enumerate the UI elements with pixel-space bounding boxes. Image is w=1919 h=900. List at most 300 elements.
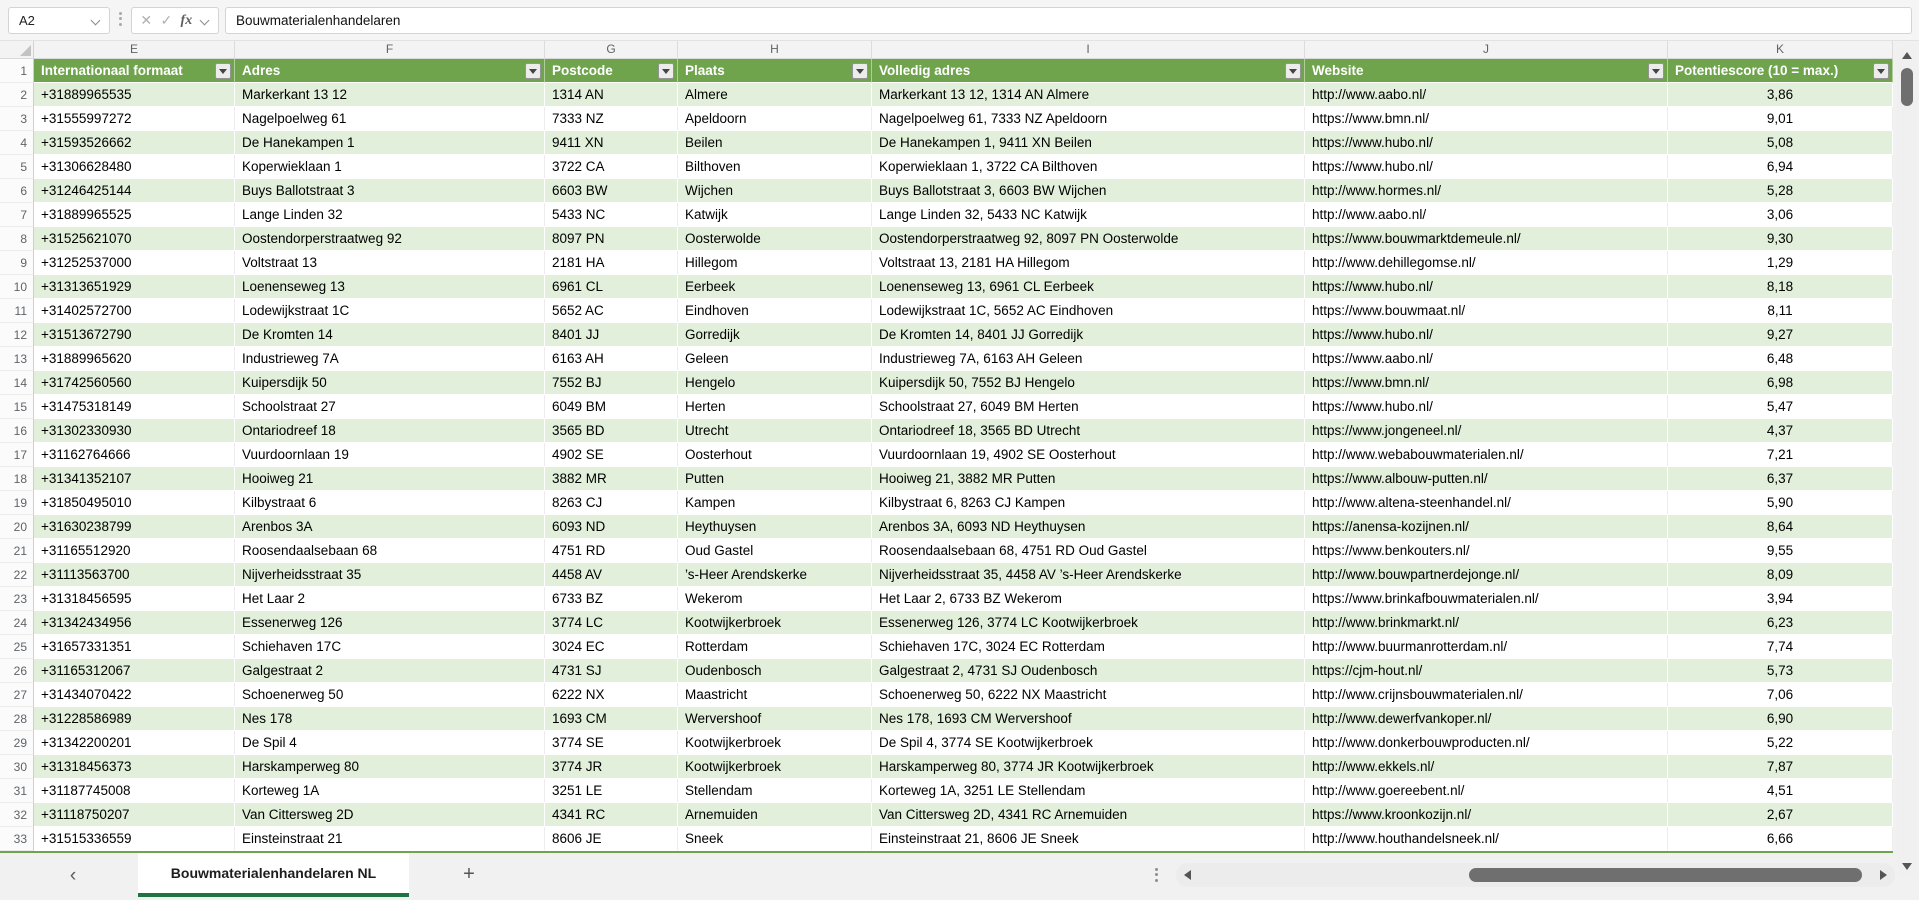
cell[interactable]: 4731 SJ — [545, 659, 678, 683]
cell[interactable]: Galgestraat 2, 4731 SJ Oudenbosch — [872, 659, 1305, 683]
cell[interactable]: 6163 AH — [545, 347, 678, 371]
cell[interactable]: De Hanekampen 1 — [235, 131, 545, 155]
row-number[interactable]: 20 — [0, 515, 34, 539]
cell[interactable]: Kootwijkerbroek — [678, 731, 872, 755]
column-heading-G[interactable]: G — [545, 41, 678, 58]
column-heading-F[interactable]: F — [235, 41, 545, 58]
row-number[interactable]: 1 — [0, 59, 34, 83]
row-number[interactable]: 4 — [0, 131, 34, 155]
cell[interactable]: 4,51 — [1668, 779, 1893, 803]
cell[interactable]: 8606 JE — [545, 827, 678, 851]
row-number[interactable]: 9 — [0, 251, 34, 275]
cell[interactable]: https://www.aabo.nl/ — [1305, 347, 1668, 371]
cell[interactable]: +31118750207 — [34, 803, 235, 827]
cell[interactable]: Almere — [678, 83, 872, 107]
row-number[interactable]: 32 — [0, 803, 34, 827]
cell[interactable]: +31515336559 — [34, 827, 235, 851]
cell[interactable]: 6603 BW — [545, 179, 678, 203]
cell[interactable]: Galgestraat 2 — [235, 659, 545, 683]
sheet-tab-active[interactable] — [138, 853, 409, 897]
cell[interactable]: 8401 JJ — [545, 323, 678, 347]
cell[interactable]: 2,67 — [1668, 803, 1893, 827]
cell[interactable]: http://www.buurmanrotterdam.nl/ — [1305, 635, 1668, 659]
cell[interactable]: Stellendam — [678, 779, 872, 803]
cell[interactable]: https://www.brinkafbouwmaterialen.nl/ — [1305, 587, 1668, 611]
cell[interactable]: 7,21 — [1668, 443, 1893, 467]
cell[interactable]: +31318456373 — [34, 755, 235, 779]
row-number[interactable]: 24 — [0, 611, 34, 635]
cell[interactable]: Geleen — [678, 347, 872, 371]
cell[interactable]: 5,73 — [1668, 659, 1893, 683]
cell[interactable]: 3,94 — [1668, 587, 1893, 611]
insert-function-icon[interactable]: fx — [180, 12, 193, 28]
cell[interactable]: +31228586989 — [34, 707, 235, 731]
cell[interactable]: https://www.bmn.nl/ — [1305, 371, 1668, 395]
row-number[interactable]: 28 — [0, 707, 34, 731]
cell[interactable]: 4341 RC — [545, 803, 678, 827]
cell[interactable]: Wijchen — [678, 179, 872, 203]
cell[interactable]: 5,28 — [1668, 179, 1893, 203]
cell[interactable]: Utrecht — [678, 419, 872, 443]
cell[interactable]: 7,74 — [1668, 635, 1893, 659]
cell[interactable]: Lodewijkstraat 1C — [235, 299, 545, 323]
cell[interactable]: https://www.bouwmaat.nl/ — [1305, 299, 1668, 323]
row-number[interactable]: 31 — [0, 779, 34, 803]
cell[interactable]: 9,27 — [1668, 323, 1893, 347]
cell[interactable]: 1,29 — [1668, 251, 1893, 275]
cell[interactable]: Markerkant 13 12 — [235, 83, 545, 107]
row-number[interactable]: 33 — [0, 827, 34, 851]
cell[interactable]: Kuipersdijk 50, 7552 BJ Hengelo — [872, 371, 1305, 395]
cell[interactable]: +31850495010 — [34, 491, 235, 515]
cell[interactable]: 1314 AN — [545, 83, 678, 107]
cell[interactable]: 2181 HA — [545, 251, 678, 275]
cell[interactable]: 6,37 — [1668, 467, 1893, 491]
row-number[interactable]: 5 — [0, 155, 34, 179]
cell[interactable]: +31246425144 — [34, 179, 235, 203]
cell[interactable]: +31889965620 — [34, 347, 235, 371]
cell[interactable]: Nagelpoelweg 61, 7333 NZ Apeldoorn — [872, 107, 1305, 131]
filter-dropdown-button[interactable] — [1285, 63, 1301, 79]
filter-dropdown-button[interactable] — [215, 63, 231, 79]
row-number[interactable]: 8 — [0, 227, 34, 251]
vertical-scrollbar[interactable] — [1897, 44, 1917, 878]
cell[interactable]: 6,66 — [1668, 827, 1893, 851]
cell[interactable]: http://www.crijnsbouwmaterialen.nl/ — [1305, 683, 1668, 707]
row-number[interactable]: 3 — [0, 107, 34, 131]
row-number[interactable]: 6 — [0, 179, 34, 203]
cell[interactable]: Het Laar 2 — [235, 587, 545, 611]
cell[interactable]: Oosterwolde — [678, 227, 872, 251]
cell[interactable]: De Spil 4, 3774 SE Kootwijkerbroek — [872, 731, 1305, 755]
cell[interactable]: Hooiweg 21, 3882 MR Putten — [872, 467, 1305, 491]
row-number[interactable]: 11 — [0, 299, 34, 323]
cell[interactable]: https://www.jongeneel.nl/ — [1305, 419, 1668, 443]
cell[interactable]: +31302330930 — [34, 419, 235, 443]
filter-dropdown-button[interactable] — [1873, 63, 1889, 79]
cell[interactable]: Schoenerweg 50 — [235, 683, 545, 707]
cell[interactable]: https://anensa-kozijnen.nl/ — [1305, 515, 1668, 539]
cell[interactable]: Vuurdoornlaan 19 — [235, 443, 545, 467]
row-number[interactable]: 16 — [0, 419, 34, 443]
cell[interactable]: 6,98 — [1668, 371, 1893, 395]
cell[interactable]: +31113563700 — [34, 563, 235, 587]
cell[interactable]: 3722 CA — [545, 155, 678, 179]
cell[interactable]: Gorredijk — [678, 323, 872, 347]
cell[interactable]: Ontariodreef 18 — [235, 419, 545, 443]
cell[interactable]: Korteweg 1A — [235, 779, 545, 803]
column-header-cell[interactable] — [235, 59, 545, 83]
row-number[interactable]: 23 — [0, 587, 34, 611]
cell[interactable]: 1693 CM — [545, 707, 678, 731]
cell[interactable]: Sneek — [678, 827, 872, 851]
cell[interactable]: 3882 MR — [545, 467, 678, 491]
cell[interactable]: 5,22 — [1668, 731, 1893, 755]
cell[interactable]: Maastricht — [678, 683, 872, 707]
row-number[interactable]: 17 — [0, 443, 34, 467]
cell[interactable]: https://www.benkouters.nl/ — [1305, 539, 1668, 563]
column-header-cell[interactable] — [872, 59, 1305, 83]
cell[interactable]: Arenbos 3A, 6093 ND Heythuysen — [872, 515, 1305, 539]
row-number[interactable]: 7 — [0, 203, 34, 227]
cell[interactable]: Beilen — [678, 131, 872, 155]
cell[interactable]: https://www.hubo.nl/ — [1305, 131, 1668, 155]
cell[interactable]: Wekerom — [678, 587, 872, 611]
cell[interactable]: Roosendaalsebaan 68 — [235, 539, 545, 563]
row-number[interactable]: 19 — [0, 491, 34, 515]
cell[interactable]: Koperwieklaan 1 — [235, 155, 545, 179]
column-heading-J[interactable]: J — [1305, 41, 1668, 58]
cell[interactable]: 9,30 — [1668, 227, 1893, 251]
cell[interactable]: Oudenbosch — [678, 659, 872, 683]
name-box-dropdown-icon[interactable] — [92, 16, 101, 25]
cell[interactable]: 3,06 — [1668, 203, 1893, 227]
cell[interactable]: Lodewijkstraat 1C, 5652 AC Eindhoven — [872, 299, 1305, 323]
cell[interactable]: +31889965525 — [34, 203, 235, 227]
cell[interactable]: 8263 CJ — [545, 491, 678, 515]
cell[interactable]: http://www.goereebent.nl/ — [1305, 779, 1668, 803]
cell[interactable]: 8,09 — [1668, 563, 1893, 587]
cell[interactable]: Van Cittersweg 2D, 4341 RC Arnemuiden — [872, 803, 1305, 827]
cell[interactable]: +31165512920 — [34, 539, 235, 563]
cell[interactable]: Loenenseweg 13 — [235, 275, 545, 299]
row-number[interactable]: 21 — [0, 539, 34, 563]
row-number[interactable]: 14 — [0, 371, 34, 395]
horizontal-scrollbar-thumb[interactable] — [1469, 868, 1862, 882]
cell[interactable]: 8,11 — [1668, 299, 1893, 323]
cell[interactable]: 3774 JR — [545, 755, 678, 779]
cell[interactable]: +31475318149 — [34, 395, 235, 419]
cell[interactable]: 3,86 — [1668, 83, 1893, 107]
sheet-bar-more-dots[interactable] — [1151, 865, 1161, 889]
cell[interactable]: +31187745008 — [34, 779, 235, 803]
cell[interactable]: Oostendorperstraatweg 92, 8097 PN Oosterwolde — [872, 227, 1305, 251]
cell[interactable]: Hengelo — [678, 371, 872, 395]
cell[interactable]: +31555997272 — [34, 107, 235, 131]
cell[interactable]: 6,94 — [1668, 155, 1893, 179]
cell[interactable]: +31342434956 — [34, 611, 235, 635]
cell[interactable]: Nijverheidsstraat 35, 4458 AV ’s-Heer Arendskerke — [872, 563, 1305, 587]
cell[interactable]: http://www.dehillegomse.nl/ — [1305, 251, 1668, 275]
column-header-cell[interactable] — [1668, 59, 1893, 83]
cell[interactable]: Loenenseweg 13, 6961 CL Eerbeek — [872, 275, 1305, 299]
cell[interactable]: http://www.webabouwmaterialen.nl/ — [1305, 443, 1668, 467]
row-number[interactable]: 12 — [0, 323, 34, 347]
cell[interactable]: Korteweg 1A, 3251 LE Stellendam — [872, 779, 1305, 803]
cell[interactable]: Kootwijkerbroek — [678, 611, 872, 635]
cell[interactable]: 8,64 — [1668, 515, 1893, 539]
filter-dropdown-button[interactable] — [525, 63, 541, 79]
cell[interactable]: http://www.houthandelsneek.nl/ — [1305, 827, 1668, 851]
add-sheet-button[interactable]: + — [463, 863, 475, 885]
cell[interactable]: http://www.bouwpartnerdejonge.nl/ — [1305, 563, 1668, 587]
select-all-corner[interactable] — [0, 41, 34, 58]
cell[interactable]: Putten — [678, 467, 872, 491]
cell[interactable]: 6733 BZ — [545, 587, 678, 611]
cell[interactable]: Arnemuiden — [678, 803, 872, 827]
cell[interactable]: +31434070422 — [34, 683, 235, 707]
cell[interactable]: 7,87 — [1668, 755, 1893, 779]
cell[interactable]: 5652 AC — [545, 299, 678, 323]
cell[interactable]: 4751 RD — [545, 539, 678, 563]
horizontal-scrollbar[interactable] — [1176, 863, 1895, 887]
cell[interactable]: Schoenerweg 50, 6222 NX Maastricht — [872, 683, 1305, 707]
cell[interactable]: Buys Ballotstraat 3, 6603 BW Wijchen — [872, 179, 1305, 203]
cell[interactable]: 3774 LC — [545, 611, 678, 635]
formula-input[interactable] — [225, 7, 1912, 34]
cell[interactable]: Arenbos 3A — [235, 515, 545, 539]
cell[interactable]: 5,47 — [1668, 395, 1893, 419]
cell[interactable]: Einsteinstraat 21 — [235, 827, 545, 851]
cell[interactable]: 5,90 — [1668, 491, 1893, 515]
cell[interactable]: https://www.albouw-putten.nl/ — [1305, 467, 1668, 491]
row-number[interactable]: 18 — [0, 467, 34, 491]
cell[interactable]: +31742560560 — [34, 371, 235, 395]
vertical-scrollbar-thumb[interactable] — [1901, 68, 1913, 106]
cell[interactable]: +31525621070 — [34, 227, 235, 251]
cell[interactable]: Lange Linden 32 — [235, 203, 545, 227]
enter-icon[interactable]: ✓ — [160, 12, 173, 28]
cell[interactable]: Nijverheidsstraat 35 — [235, 563, 545, 587]
cell[interactable]: Essenerweg 126, 3774 LC Kootwijkerbroek — [872, 611, 1305, 635]
cell[interactable]: Schoolstraat 27 — [235, 395, 545, 419]
column-header-cell[interactable] — [545, 59, 678, 83]
cell[interactable]: http://www.brinkmarkt.nl/ — [1305, 611, 1668, 635]
scroll-up-icon[interactable] — [1902, 52, 1912, 59]
cell[interactable]: Hillegom — [678, 251, 872, 275]
cell[interactable]: +31593526662 — [34, 131, 235, 155]
cell[interactable]: 9,55 — [1668, 539, 1893, 563]
cell[interactable]: 8097 PN — [545, 227, 678, 251]
cell[interactable]: 6,90 — [1668, 707, 1893, 731]
row-number[interactable]: 22 — [0, 563, 34, 587]
cell[interactable]: De Kromten 14, 8401 JJ Gorredijk — [872, 323, 1305, 347]
cell[interactable]: 3774 SE — [545, 731, 678, 755]
cell[interactable]: 9,01 — [1668, 107, 1893, 131]
row-number[interactable]: 26 — [0, 659, 34, 683]
cell[interactable]: Van Cittersweg 2D — [235, 803, 545, 827]
row-number[interactable]: 25 — [0, 635, 34, 659]
cell[interactable]: Nes 178, 1693 CM Wervershoof — [872, 707, 1305, 731]
cell[interactable]: http://www.dewerfvankoper.nl/ — [1305, 707, 1668, 731]
row-number[interactable]: 13 — [0, 347, 34, 371]
cell[interactable]: Nes 178 — [235, 707, 545, 731]
cell[interactable]: +31162764666 — [34, 443, 235, 467]
cell[interactable]: 9411 XN — [545, 131, 678, 155]
cell[interactable]: Kuipersdijk 50 — [235, 371, 545, 395]
cell[interactable]: +31657331351 — [34, 635, 235, 659]
cell[interactable]: Einsteinstraat 21, 8606 JE Sneek — [872, 827, 1305, 851]
cell[interactable]: +31341352107 — [34, 467, 235, 491]
filter-dropdown-button[interactable] — [852, 63, 868, 79]
cell[interactable]: 6,48 — [1668, 347, 1893, 371]
cell[interactable]: 7333 NZ — [545, 107, 678, 131]
cell[interactable]: http://www.ekkels.nl/ — [1305, 755, 1668, 779]
cell[interactable]: Wervershoof — [678, 707, 872, 731]
cell[interactable]: Herten — [678, 395, 872, 419]
cell[interactable]: Industrieweg 7A, 6163 AH Geleen — [872, 347, 1305, 371]
formula-bar-handle-dots[interactable] — [115, 9, 125, 33]
table-row — [0, 251, 1893, 275]
cell[interactable]: 3565 BD — [545, 419, 678, 443]
prev-sheet-icon[interactable]: ‹ — [69, 865, 77, 886]
cell[interactable]: Nagelpoelweg 61 — [235, 107, 545, 131]
cell[interactable]: 3024 EC — [545, 635, 678, 659]
cell[interactable]: Harskamperweg 80, 3774 JR Kootwijkerbroek — [872, 755, 1305, 779]
cell[interactable]: Kilbystraat 6, 8263 CJ Kampen — [872, 491, 1305, 515]
cell[interactable]: Eerbeek — [678, 275, 872, 299]
filter-dropdown-button[interactable] — [1648, 63, 1664, 79]
cell[interactable]: 4902 SE — [545, 443, 678, 467]
cell[interactable]: +31318456595 — [34, 587, 235, 611]
cell[interactable]: +31306628480 — [34, 155, 235, 179]
cell[interactable]: Oud Gastel — [678, 539, 872, 563]
column-heading-K[interactable]: K — [1668, 41, 1893, 58]
cell[interactable]: +31165312067 — [34, 659, 235, 683]
cell[interactable]: Ontariodreef 18, 3565 BD Utrecht — [872, 419, 1305, 443]
cell[interactable]: Katwijk — [678, 203, 872, 227]
cell[interactable]: Kampen — [678, 491, 872, 515]
column-header-cell[interactable] — [34, 59, 235, 83]
name-box[interactable] — [8, 7, 110, 34]
cell[interactable]: +31252537000 — [34, 251, 235, 275]
cell[interactable]: 8,18 — [1668, 275, 1893, 299]
cell[interactable]: Harskamperweg 80 — [235, 755, 545, 779]
cell[interactable]: http://www.aabo.nl/ — [1305, 83, 1668, 107]
cell[interactable]: Schoolstraat 27, 6049 BM Herten — [872, 395, 1305, 419]
row-number[interactable]: 10 — [0, 275, 34, 299]
cell[interactable]: ’s-Heer Arendskerke — [678, 563, 872, 587]
cell[interactable]: 7,06 — [1668, 683, 1893, 707]
cell[interactable]: https://www.kroonkozijn.nl/ — [1305, 803, 1668, 827]
cell[interactable]: 6049 BM — [545, 395, 678, 419]
function-dropdown-icon[interactable] — [201, 16, 210, 25]
cell[interactable]: 6,23 — [1668, 611, 1893, 635]
cell[interactable]: Koperwieklaan 1, 3722 CA Bilthoven — [872, 155, 1305, 179]
cell[interactable]: https://www.bmn.nl/ — [1305, 107, 1668, 131]
row-number[interactable]: 29 — [0, 731, 34, 755]
column-heading-I[interactable]: I — [872, 41, 1305, 58]
cell[interactable]: +31342200201 — [34, 731, 235, 755]
cell[interactable]: Essenerweg 126 — [235, 611, 545, 635]
cell[interactable]: Eindhoven — [678, 299, 872, 323]
cell[interactable]: https://www.hubo.nl/ — [1305, 323, 1668, 347]
cell[interactable]: 5433 NC — [545, 203, 678, 227]
cell[interactable]: Bilthoven — [678, 155, 872, 179]
cell[interactable]: +31313651929 — [34, 275, 235, 299]
cell[interactable]: +31630238799 — [34, 515, 235, 539]
column-header-cell[interactable] — [1305, 59, 1668, 83]
cell[interactable]: 3251 LE — [545, 779, 678, 803]
cell[interactable]: https://www.bouwmarktdemeule.nl/ — [1305, 227, 1668, 251]
cell[interactable]: 6961 CL — [545, 275, 678, 299]
cell[interactable]: Kilbystraat 6 — [235, 491, 545, 515]
cell[interactable]: Schiehaven 17C, 3024 EC Rotterdam — [872, 635, 1305, 659]
cell[interactable]: Markerkant 13 12, 1314 AN Almere — [872, 83, 1305, 107]
cell[interactable]: Kootwijkerbroek — [678, 755, 872, 779]
cell[interactable]: Apeldoorn — [678, 107, 872, 131]
cell[interactable]: 7552 BJ — [545, 371, 678, 395]
filter-dropdown-button[interactable] — [658, 63, 674, 79]
cell[interactable]: De Spil 4 — [235, 731, 545, 755]
cell[interactable]: https://cjm-hout.nl/ — [1305, 659, 1668, 683]
cell[interactable]: https://www.hubo.nl/ — [1305, 275, 1668, 299]
column-heading-E[interactable]: E — [34, 41, 235, 58]
cell[interactable]: Buys Ballotstraat 3 — [235, 179, 545, 203]
cell[interactable]: Industrieweg 7A — [235, 347, 545, 371]
cell[interactable]: De Hanekampen 1, 9411 XN Beilen — [872, 131, 1305, 155]
cell[interactable]: 6222 NX — [545, 683, 678, 707]
cell[interactable]: 4,37 — [1668, 419, 1893, 443]
cell[interactable]: http://www.altena-steenhandel.nl/ — [1305, 491, 1668, 515]
cell[interactable]: Oostendorperstraatweg 92 — [235, 227, 545, 251]
row-number[interactable]: 2 — [0, 83, 34, 107]
cell[interactable]: Het Laar 2, 6733 BZ Wekerom — [872, 587, 1305, 611]
scroll-down-icon[interactable] — [1902, 863, 1912, 870]
cell[interactable]: https://www.hubo.nl/ — [1305, 155, 1668, 179]
row-number[interactable]: 27 — [0, 683, 34, 707]
cell[interactable]: Schiehaven 17C — [235, 635, 545, 659]
cell[interactable]: Vuurdoornlaan 19, 4902 SE Oosterhout — [872, 443, 1305, 467]
cell[interactable]: Hooiweg 21 — [235, 467, 545, 491]
cell[interactable]: http://www.aabo.nl/ — [1305, 203, 1668, 227]
row-number[interactable]: 15 — [0, 395, 34, 419]
cancel-icon[interactable]: ✕ — [140, 12, 153, 28]
cell[interactable]: 6093 ND — [545, 515, 678, 539]
cell[interactable]: 4458 AV — [545, 563, 678, 587]
cell[interactable]: +31513672790 — [34, 323, 235, 347]
cell[interactable]: Voltstraat 13 — [235, 251, 545, 275]
cell[interactable]: Voltstraat 13, 2181 HA Hillegom — [872, 251, 1305, 275]
cell[interactable]: Heythuysen — [678, 515, 872, 539]
cell[interactable]: http://www.hormes.nl/ — [1305, 179, 1668, 203]
cell[interactable]: Rotterdam — [678, 635, 872, 659]
column-header-cell[interactable] — [678, 59, 872, 83]
cell[interactable]: +31402572700 — [34, 299, 235, 323]
row-number[interactable]: 30 — [0, 755, 34, 779]
cell[interactable]: +31889965535 — [34, 83, 235, 107]
cell[interactable]: Oosterhout — [678, 443, 872, 467]
cell[interactable]: De Kromten 14 — [235, 323, 545, 347]
cell[interactable]: https://www.hubo.nl/ — [1305, 395, 1668, 419]
scroll-left-icon[interactable] — [1184, 870, 1191, 880]
cell[interactable]: Roosendaalsebaan 68, 4751 RD Oud Gastel — [872, 539, 1305, 563]
scroll-right-icon[interactable] — [1880, 870, 1887, 880]
cell[interactable]: Lange Linden 32, 5433 NC Katwijk — [872, 203, 1305, 227]
column-heading-H[interactable]: H — [678, 41, 872, 58]
cell[interactable]: http://www.donkerbouwproducten.nl/ — [1305, 731, 1668, 755]
cell[interactable]: 5,08 — [1668, 131, 1893, 155]
